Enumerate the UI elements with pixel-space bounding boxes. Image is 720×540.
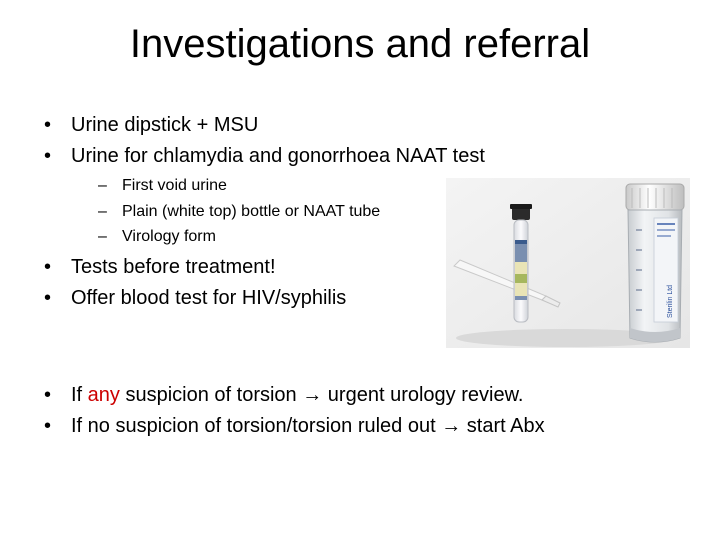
sub-bullet-item xyxy=(98,226,216,248)
dash-glyph: – xyxy=(98,177,107,194)
bullet-text: Urine dipstick + MSU xyxy=(71,114,259,136)
bullet-glyph: • xyxy=(44,114,52,136)
bullet-text: Urine for chlamydia and gonorrhoea NAAT test xyxy=(71,145,485,167)
torsion-suffix: urgent urology review. xyxy=(322,384,524,406)
bullet-glyph: • xyxy=(44,145,52,167)
torsion-middle: suspicion of torsion xyxy=(119,384,303,406)
bullet-item-abx xyxy=(44,413,545,439)
bullet-glyph: • xyxy=(44,415,52,437)
sub-bullet-item xyxy=(98,201,380,223)
sub-bullet-item xyxy=(98,175,227,197)
dash-glyph: – xyxy=(98,203,107,220)
abx-prefix: If no suspicion of torsion/torsion ruled out xyxy=(71,415,442,437)
bullet-text: Tests before treatment! xyxy=(71,256,276,278)
torsion-prefix: If xyxy=(71,384,88,406)
bullet-glyph: • xyxy=(44,384,52,406)
sample-containers-image xyxy=(446,178,690,348)
bullet-item xyxy=(44,112,258,138)
arrow-icon: → xyxy=(302,384,323,406)
bullet-text: Offer blood test for HIV/syphilis xyxy=(71,287,347,309)
sub-bullet-text: Virology form xyxy=(122,228,216,245)
torsion-emphasis: any xyxy=(87,384,120,406)
bullet-item xyxy=(44,143,485,169)
bullet-item-torsion xyxy=(44,382,523,408)
sub-bullet-text: First void urine xyxy=(122,177,227,194)
sub-bullet-text: Plain (white top) bottle or NAAT tube xyxy=(122,203,381,220)
slide-title: Investigations and referral xyxy=(129,22,591,66)
container-label: Sterilin Ltd xyxy=(667,284,674,318)
sample-containers-photo xyxy=(446,178,690,348)
arrow-icon: → xyxy=(441,415,462,437)
dash-glyph: – xyxy=(98,228,107,245)
bullet-glyph: • xyxy=(44,287,52,309)
bullet-item xyxy=(44,285,346,311)
abx-suffix: start Abx xyxy=(461,415,545,437)
bullet-glyph: • xyxy=(44,256,52,278)
bullet-item xyxy=(44,254,276,280)
